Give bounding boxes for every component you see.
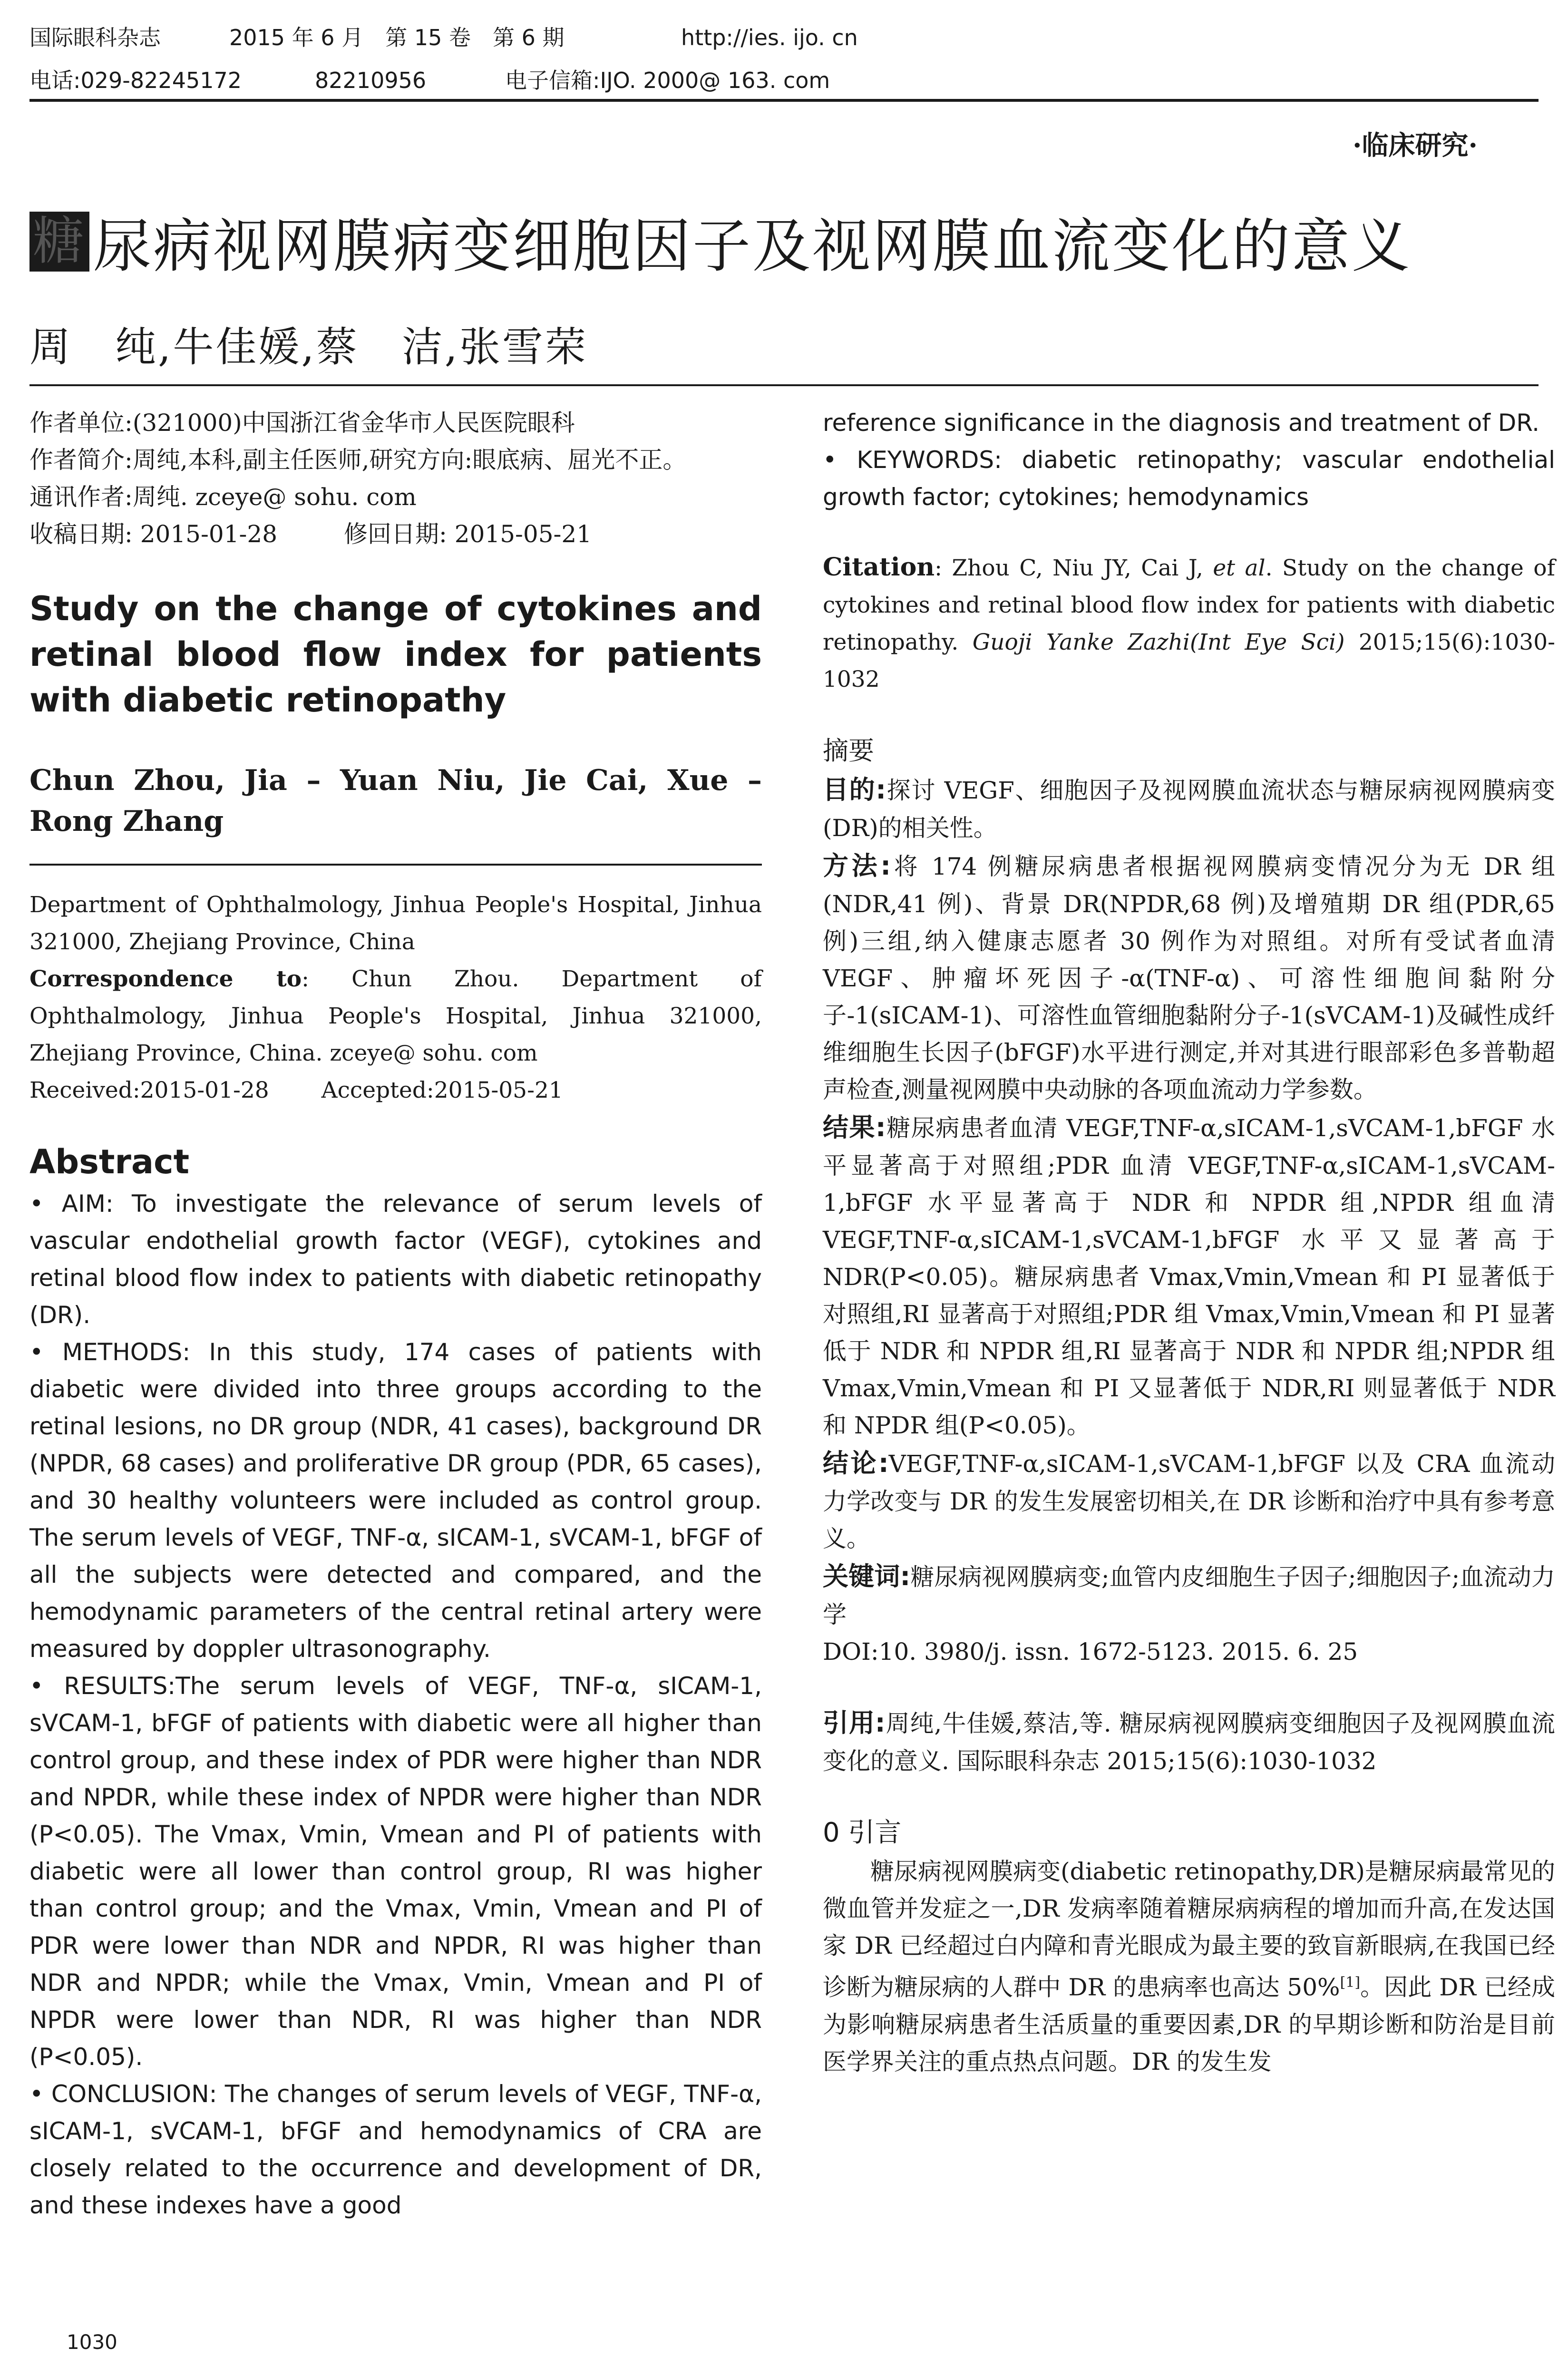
article-title xyxy=(29,200,1412,283)
title-initial-block: 糖 xyxy=(29,212,89,272)
abstract-zh-keywords-label: 关键词: xyxy=(823,1561,911,1591)
affiliation-rule xyxy=(29,864,762,866)
english-correspondence xyxy=(29,961,762,1072)
doi[interactable]: DOI:10. 3980/j. issn. 1672-5123. 2015. 6. 25 xyxy=(823,1638,1358,1666)
abstract-zh-methods-label: 方法: xyxy=(823,851,891,881)
journal-url[interactable]: http://ies. ijo. cn xyxy=(681,25,858,50)
author-affiliation: 作者单位:(321000)中国浙江省金华市人民医院眼科 xyxy=(29,409,575,437)
abstract-conclusion: • CONCLUSION: The changes of serum levels of VEGF, TNF-α, sICAM-1, sVCAM-1, bFGF and hemodynamics of CRA are closely related to the occurrence and development of DR, and these indexes have a good xyxy=(29,2075,762,2224)
journal-name: 国际眼科杂志 xyxy=(29,25,161,50)
citation-en-title: . Study on the change of cytokines and retinal blood flow index for patients with diabetic retinopathy. xyxy=(823,555,1555,655)
dates-zh xyxy=(29,516,762,553)
abstract-zh-aim xyxy=(823,770,1555,847)
phone-number-2: 82210956 xyxy=(315,68,427,93)
abstract-zh-aim-label: 目的: xyxy=(823,775,886,805)
abstract-zh-results xyxy=(823,1108,1555,1444)
abstract-zh-results-text: 糖尿病患者血清 VEGF,TNF-α,sICAM-1,sVCAM-1,bFGF 水平显著高于对照组;PDR 血清 VEGF,TNF-α,sICAM-1,sVCAM-1,bFGF 水平显著高于 NDR 和 NPDR 组,NPDR 组血清 VEGF,TNF-α,sICAM-1,sVCAM-1,bFGF 水平又显著高于 NDR(P<0.05)。糖尿病患者 Vmax,Vmin,Vmean 和 PI 显著低于对照组,RI 显著高于对照组;PDR 组 Vmax,Vmin,Vmean 和 PI 显著低于 NDR 和 NPDR 组,RI 显著高于 NDR 和 NPDR 组;NPDR 组 Vmax,Vmin,Vmean 和 PI 又显著低于 NDR,RI 则显著低于 NDR 和 NPDR 组(P<0.05)。 xyxy=(823,1114,1555,1439)
section-label: ·临床研究· xyxy=(1353,130,1478,161)
issue-info: 2015 年 6 月 第 15 卷 第 6 期 xyxy=(229,25,565,50)
abstract-heading: Abstract xyxy=(29,1142,190,1181)
intro-text-a: 糖尿病视网膜病变(diabetic retinopathy,DR)是糖尿病最常见的微血管并发症之一,DR 发病率随着糖尿病病程的增加而升高,在发达国家 DR 已经超过白内障和青光眼成为最主要的致盲新眼病,在我国已经诊断为糖尿病的人群中 DR 的患病率也高达 50% xyxy=(823,1858,1555,2001)
abstract-zh-conclusion xyxy=(823,1444,1555,1557)
citation-en-authors: : Zhou C, Niu JY, Cai J, xyxy=(935,555,1213,581)
received-date-en: Received:2015-01-28 xyxy=(29,1077,269,1103)
citation-en xyxy=(823,549,1555,698)
received-date-zh: 收稿日期: 2015-01-28 xyxy=(29,520,278,548)
phone-number: 电话:029-82245172 xyxy=(29,68,242,93)
accepted-date-en: Accepted:2015-05-21 xyxy=(321,1077,563,1103)
english-affiliation: Department of Ophthalmology, Jinhua People's Hospital, Jinhua 321000, Zhejiang Province, China xyxy=(29,892,762,955)
right-column xyxy=(823,404,1555,2080)
abstract-zh-keywords-text: 糖尿病视网膜病变;血管内皮细胞生子因子;细胞因子;血流动力学 xyxy=(823,1563,1555,1628)
english-authors: Chun Zhou, Jia – Yuan Niu, Jie Cai, Xue – Rong Zhang xyxy=(29,764,762,838)
citation-en-volume: 2015;15(6):1030-1032 xyxy=(823,629,1555,692)
abstract-zh-methods-text: 将 174 例糖尿病患者根据视网膜病变情况分为无 DR 组(NDR,41 例)、背景 DR(NPDR,68 例)及增殖期 DR 组(PDR,65 例)三组,纳入健康志愿者 30 例作为对照组。对所有受试者血清 VEGF、肿瘤坏死因子-α(TNF-α)、可溶性细胞间黏附分子-1(sICAM-1)、可溶性血管细胞黏附分子-1(sVCAM-1)及碱性成纤维细胞生长因子(bFGF)水平进行测定,并对其进行眼部彩色多普勒超声检查,测量视网膜中央动脉的各项血流动力学参数。 xyxy=(823,853,1555,1103)
abstract-zh-aim-text: 探讨 VEGF、细胞因子及视网膜血流状态与糖尿病视网膜病变(DR)的相关性。 xyxy=(823,777,1555,842)
revised-date-zh: 修回日期: 2015-05-21 xyxy=(344,520,592,548)
abstract-methods: • METHODS: In this study, 174 cases of patients with diabetic were divided into three groups according to the retinal lesions, no DR group (NDR, 41 cases), background DR (NPDR, 68 cases) and proliferative DR group (PDR, 65 cases), and 30 healthy volunteers were included as control group. The serum levels of VEGF, TNF-α, sICAM-1, sVCAM-1, bFGF of all the subjects were detected and compared, and the hemodynamic parameters of the central retinal artery were measured by doppler ultrasonography. xyxy=(29,1334,762,1667)
reference-marker[interactable]: [1] xyxy=(1340,1974,1361,1991)
abstract-conclusion-continued: reference significance in the diagnosis and treatment of DR. xyxy=(823,409,1540,437)
abstract-zh-results-label: 结果: xyxy=(823,1112,886,1142)
corresponding-author: 通讯作者:周纯. zceye@ sohu. com xyxy=(29,483,417,511)
abstract-zh-heading: 摘要 xyxy=(823,736,874,766)
author-bio: 作者简介:周纯,本科,副主任医师,研究方向:眼底病、屈光不正。 xyxy=(29,446,687,474)
title-text: 尿病视网膜病变细胞因子及视网膜血流变化的意义 xyxy=(93,213,1412,280)
dates-en xyxy=(29,1072,762,1109)
intro-paragraph xyxy=(823,1853,1555,2080)
english-title: Study on the change of cytokines and retinal blood flow index for patients with diabetic retinopathy xyxy=(29,589,762,720)
abstract-keywords: • KEYWORDS: diabetic retinopathy; vascular endothelial growth factor; cytokines; hemodynamics xyxy=(823,441,1555,516)
citation-zh-label: 引用: xyxy=(823,1708,886,1738)
authors-rule xyxy=(29,384,1539,386)
authors-zh: 周 纯,牛佳媛,蔡 洁,张雪荣 xyxy=(29,323,588,371)
abstract-zh-conclusion-text: VEGF,TNF-α,sICAM-1,sVCAM-1,bFGF 以及 CRA 血流动力学改变与 DR 的发生发展密切相关,在 DR 诊断和治疗中具有参考意义。 xyxy=(823,1450,1555,1552)
intro-heading: 0 引言 xyxy=(823,1817,902,1848)
left-column xyxy=(29,404,762,2224)
header-rule xyxy=(29,99,1539,102)
intro-text-b: 。因此 DR 已经成为影响糖尿病患者生活质量的重要因素,DR 的早期诊断和防治是目前医学界关注的重点热点问题。DR 的发生发 xyxy=(823,1973,1555,2075)
citation-en-label: Citation xyxy=(823,553,935,582)
abstract-zh-keywords xyxy=(823,1557,1555,1633)
correspondence-label: Correspondence to xyxy=(29,966,302,992)
abstract-results: • RESULTS:The serum levels of VEGF, TNF-α, sICAM-1, sVCAM-1, bFGF of patients with diabetic were all higher than control group, and these index of PDR were higher than NDR and NPDR, while these index of NPDR were higher than NDR (P<0.05). The Vmax, Vmin, Vmean and PI of patients with diabetic were all lower than control group, RI was higher than control group; and the Vmax, Vmin, Vmean and PI of PDR were lower than NDR and NPDR, RI was higher than NDR and NPDR; while the Vmax, Vmin, Vmean and PI of NPDR were lower than NDR, RI was higher than NDR (P<0.05). xyxy=(29,1667,762,2075)
citation-zh xyxy=(823,1704,1555,1780)
citation-en-journal: Guoji Yanke Zazhi(Int Eye Sci) xyxy=(972,629,1345,655)
journal-email[interactable]: 电子信箱:IJO. 2000@ 163. com xyxy=(505,68,830,93)
correspondence-text: : Chun Zhou. Department of Ophthalmology, Jinhua People's Hospital, Jinhua 321000, Zhejiang Province, China. zceye@ sohu. com xyxy=(29,966,762,1066)
citation-en-etal: et al xyxy=(1213,555,1266,581)
page-number: 1030 xyxy=(67,2330,117,2354)
abstract-zh-conclusion-label: 结论: xyxy=(823,1448,889,1478)
abstract-zh-methods xyxy=(823,847,1555,1108)
abstract-aim: • AIM: To investigate the relevance of serum levels of vascular endothelial growth factor (VEGF), cytokines and retinal blood flow index to patients with diabetic retinopathy (DR). xyxy=(29,1185,762,1334)
citation-zh-text: 周纯,牛佳媛,蔡洁,等. 糖尿病视网膜病变细胞因子及视网膜血流变化的意义. 国际眼科杂志 2015;15(6):1030-1032 xyxy=(823,1710,1555,1775)
